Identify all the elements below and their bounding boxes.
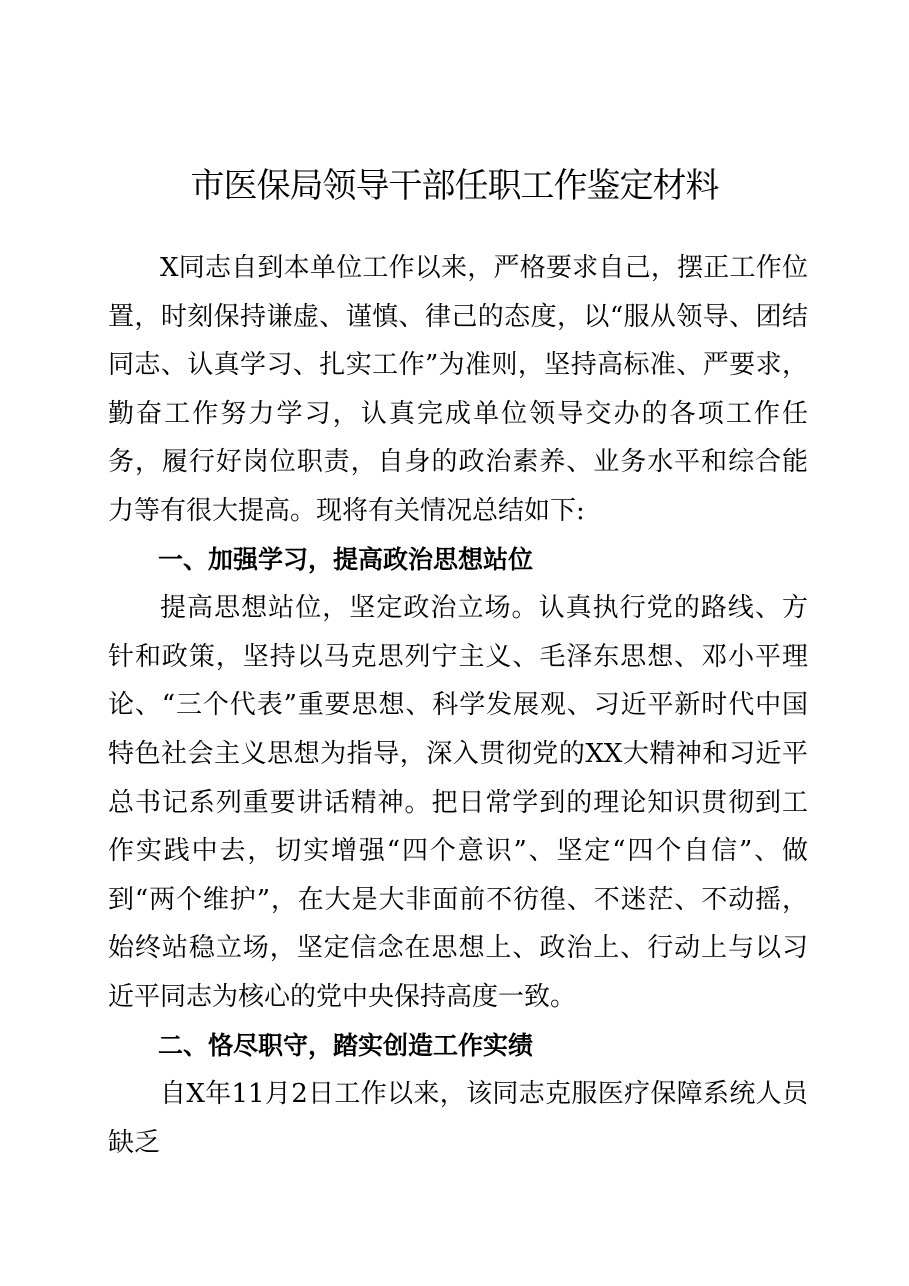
section-heading-2: 二、恪尽职守，踏实创造工作实绩: [158, 1030, 534, 1060]
document-title: 市医保局领导干部任职工作鉴定材料: [190, 166, 719, 206]
section-paragraph-1: 提高思想站位，坚定政治立场。认真执行党的路线、方针和政策，坚持以马克思列宁主义、毛泽东思想、邓小平理论、“三个代表”重要思想、科学发展观、习近平新时代中国特色社会主义思想为指导，深入贯彻党的XX大精神和习近平总书记系列重要讲话精神。把日常学到的理论知识贯彻到工作实践中去，切实增强“四个意识”、坚定“四个自信”、做到“两个维护”，在大是大非面前不彷徨、不迷茫、不动摇，始终站稳立场，坚定信念在思想上、政治上、行动上与以习近平同志为核心的党中央保持高度一致。: [108, 593, 808, 1012]
document-body: [108, 244, 808, 1167]
section-heading-1: 一、加强学习，提高政治思想站位: [158, 544, 534, 574]
section-paragraph-2: 自X年11月2日工作以来，该同志克服医疗保障系统人员缺乏: [108, 1079, 808, 1158]
intro-paragraph: X同志自到本单位工作以来，严格要求自己，摆正工作位置，时刻保持谦虚、谨慎、律己的态度，以“服从领导、团结同志、认真学习、扎实工作”为准则，坚持高标准、严要求，勤奋工作努力学习，认真完成单位领导交办的各项工作任务，履行好岗位职责，自身的政治素养、业务水平和综合能力等有很大提高。现将有关情况总结如下:: [108, 253, 808, 526]
